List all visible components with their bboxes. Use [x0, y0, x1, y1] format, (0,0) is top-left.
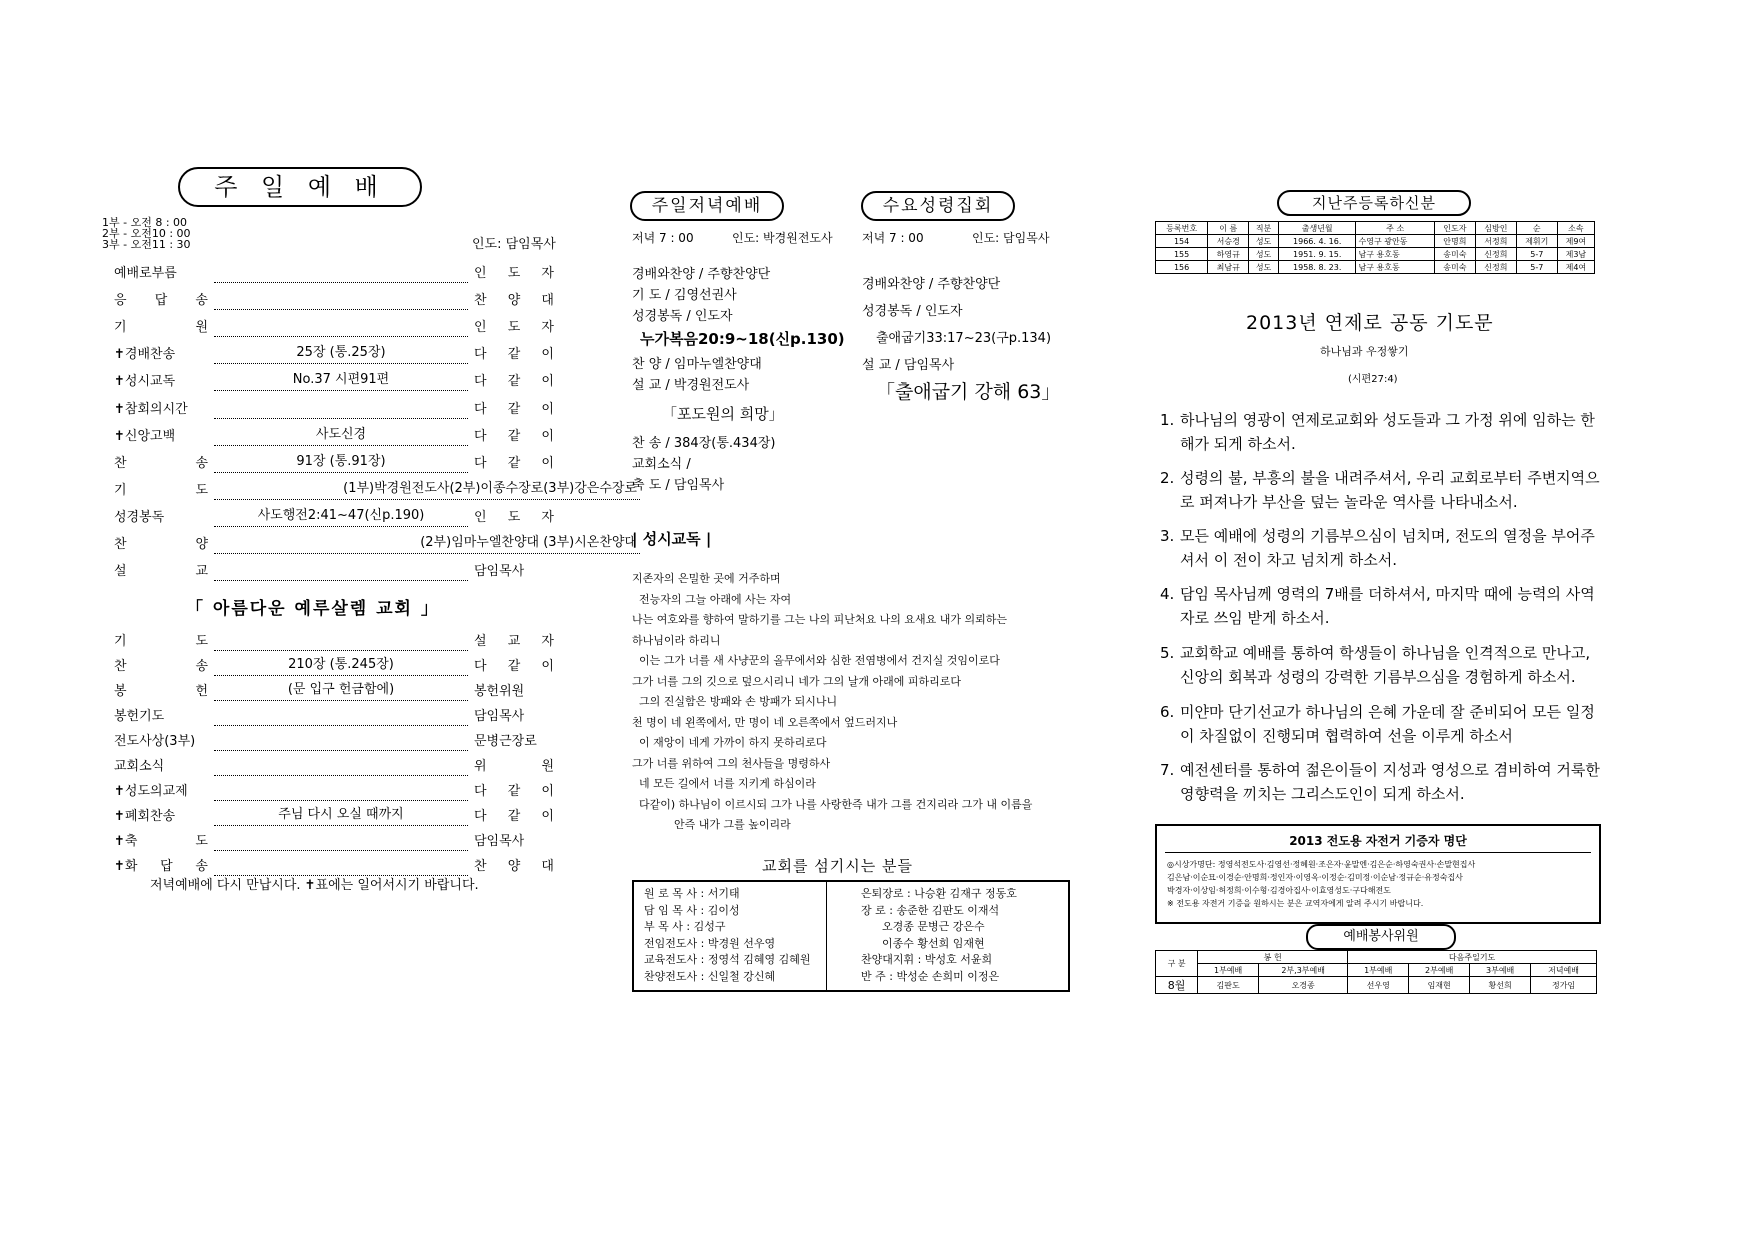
prayer-item: [1160, 700, 1604, 748]
order-item-label: ✝폐회찬송: [114, 809, 176, 824]
prayer-number: 1.: [1160, 411, 1175, 429]
order-item: [114, 655, 554, 675]
reading-line: 그가 너를 그의 깃으로 덮으시리니 네가 그의 날개 아래에 피하리로다: [632, 674, 961, 688]
order-item-leader-line: [214, 316, 468, 337]
order-item-leader-line: [214, 425, 468, 446]
order-item-label: 기 도: [114, 634, 208, 649]
reading-line: 지존자의 은밀한 곳에 거주하며: [632, 572, 781, 585]
evening-line: 기 도 / 김영선권사: [632, 288, 737, 303]
wednesday-sermon: 「출애굽기 강해 63」: [876, 381, 1061, 403]
order-item: [114, 755, 554, 775]
prayer-text: 예전센터를 통하여 젊은이들이 지성과 영성으로 겸비하여 거룩한 영향력을 끼치는 그리스도인이 되게 하소서.: [1180, 761, 1600, 803]
staff-entry: 부 목 사 : 김성구: [644, 920, 726, 933]
order-item-leader-line: [214, 705, 468, 726]
wednesday-scripture: 출애굽기33:17~23(구p.134): [876, 331, 1052, 346]
staff-entry: 반 주 : 박성순 손희미 이정은: [861, 969, 1000, 983]
order-item-label: 설 교: [114, 564, 208, 580]
prayer-number: 4.: [1160, 585, 1175, 603]
newcomers-cell: 156: [1156, 261, 1208, 274]
order-item: [114, 289, 554, 309]
reading-title: | 성시교독 |: [632, 530, 712, 548]
order-item-leader-line: [214, 398, 468, 419]
order-item-detail: (2부)임마누엘찬양대 (3부)시온찬양대: [417, 531, 640, 550]
order-item-detail: No.37 시편91편: [290, 368, 392, 387]
newcomers-cell: 신정희: [1475, 248, 1516, 261]
newcomers-cell: 성도: [1249, 235, 1279, 248]
order-item-leader-line: [214, 655, 468, 676]
newcomers-cell: 서정희: [1475, 235, 1516, 248]
order-item: [114, 830, 554, 850]
order-item: [114, 630, 554, 650]
prayer-text: 성령의 불, 부흥의 불을 내려주셔서, 우리 교회로부터 주변지역으로 퍼져나가 부산을 덮는 놀라운 역사를 나타내소서.: [1180, 469, 1600, 511]
newcomers-header: 순: [1516, 222, 1557, 235]
newcomers-header: 직분: [1249, 222, 1279, 235]
order-item-label: ✝축 도: [114, 834, 208, 849]
order-item-person: 다 같 이: [474, 784, 554, 799]
order-item: [114, 425, 554, 445]
order-item: [114, 780, 554, 800]
order-item-person: 다 같 이: [474, 659, 554, 674]
evening-line: 찬 송 / 384장(통.434장): [632, 436, 776, 451]
bike-donor-list: [1167, 858, 1475, 910]
newcomers-cell: 제3남: [1557, 248, 1594, 261]
order-item-person: 담임목사: [474, 834, 525, 849]
newcomers-cell: 성도: [1249, 248, 1279, 261]
order-item-label: ✝경배찬송: [114, 347, 176, 363]
prayer-item: [1160, 466, 1604, 514]
order-item-label: 찬 송: [114, 455, 208, 471]
order-item: [114, 370, 554, 390]
prayer-title: 2013년 연제로 공동 기도문: [1246, 312, 1494, 334]
wednesday-service-title: 수요성령집회: [861, 191, 1015, 221]
committee-cell: 임재현: [1409, 977, 1470, 994]
newcomers-header: 등록번호: [1156, 222, 1208, 235]
order-item: [114, 479, 637, 499]
prayer-number: 3.: [1160, 527, 1175, 545]
newcomers-cell: 신정희: [1475, 261, 1516, 274]
order-item-person: 찬 양 대: [474, 859, 554, 874]
newcomers-cell: 1951. 9. 15.: [1278, 248, 1356, 261]
bike-donor-line: 김은남·이순묘·이경순·안명희·정인자·이영옥·이정순·김미정·이순남·정규순·유정숙집사: [1167, 873, 1463, 882]
order-item-leader-line: [214, 370, 468, 391]
prayer-text: 담임 목사님께 영력의 7배를 더하셔서, 마지막 때에 능력의 사역자로 쓰임 받게 하소서.: [1180, 585, 1595, 627]
evening-sermon: 「포도원의 희망」: [662, 405, 784, 423]
staff-entry: 은퇴장로 : 나승환 김재구 정동호: [861, 887, 1017, 900]
order-item-person: 다 같 이: [474, 809, 554, 824]
order-item-label: 성경봉독: [114, 509, 165, 525]
prayer-subtitle: 하나님과 우정쌓기: [1320, 345, 1409, 358]
order-item-person: 인 도 자: [474, 266, 554, 281]
newcomers-cell: 남구 용호동: [1356, 261, 1434, 274]
bike-donor-line: ◎시상가명단: 정영석전도사·김영선·정혜원·조은자·윤말엔·김은순·하영숙권사·손말현집사: [1167, 860, 1476, 869]
order-item: [114, 680, 554, 700]
reading-line: 그가 너를 위하여 그의 천사들을 명령하사: [632, 756, 831, 770]
order-item-label: ✝참회의시간: [114, 401, 188, 417]
order-item-label: 기 도: [114, 482, 208, 498]
wednesday-leader: 인도: 담임목사: [972, 231, 1050, 245]
staff-entry: 장 로 : 송준한 김판도 이재석: [861, 903, 1000, 917]
order-item: [114, 262, 554, 282]
table-row: [1156, 261, 1595, 274]
order-item-leader-line: [214, 780, 468, 801]
newcomers-header: 주 소: [1356, 222, 1434, 235]
evening-service-title: 주일저녁예배: [630, 191, 784, 221]
order-item-leader-line: [214, 533, 640, 554]
service-footer: 저녁예배에 다시 만납시다. ✝표에는 일어서시기 바랍니다.: [150, 878, 479, 893]
newcomers-cell: 안명희: [1434, 235, 1475, 248]
order-item-detail: 25장 (통.25장): [293, 341, 388, 360]
newcomers-cell: 5-7: [1516, 248, 1557, 261]
prayer-text: 하나님의 영광이 연제로교회와 성도들과 그 가정 위에 임하는 한 해가 되게 하소서.: [1180, 411, 1595, 453]
order-item-leader-line: [214, 855, 468, 876]
committee-cell: 오경종: [1259, 977, 1348, 994]
staff-entry: 원 로 목 사 : 서기태: [644, 887, 740, 900]
order-item: [114, 805, 554, 825]
order-item-person: 봉헌위원: [474, 684, 525, 699]
order-item-leader-line: [214, 560, 468, 581]
prayer-text: 모든 예배에 성령의 기름부으심이 넘치며, 전도의 열정을 부어주셔서 이 전이 차고 넘치게 하소서.: [1180, 527, 1595, 569]
order-item-leader-line: [214, 343, 468, 364]
prayer-item: [1160, 641, 1604, 689]
service-time: 2부 - 오전10 : 00: [102, 227, 191, 240]
order-item: [114, 560, 554, 580]
order-item-detail: 사도신경: [313, 423, 369, 442]
reading-line: 나는 여호와를 향하여 말하기를 그는 나의 피난처요 나의 요새요 내가 의뢰하는: [632, 613, 1007, 626]
order-item-detail: 91장 (통.91장): [293, 450, 388, 469]
order-item: [114, 316, 554, 336]
order-item-detail: 210장 (통.245장): [285, 653, 397, 672]
prayer-item: [1160, 758, 1604, 806]
newcomers-cell: 최남규: [1208, 261, 1249, 274]
newcomers-cell: 수영구 광안동: [1356, 235, 1434, 248]
newcomers-header: 심방인: [1475, 222, 1516, 235]
order-item-label: 봉 헌: [114, 684, 208, 699]
staff-box: [632, 880, 1070, 992]
newcomers-cell: 155: [1156, 248, 1208, 261]
service-leader: 인도: 담임목사: [472, 237, 556, 252]
order-item-person: 설 교 자: [474, 634, 554, 649]
evening-leader: 인도: 박경원전도사: [732, 231, 833, 245]
order-item-leader-line: [214, 805, 468, 826]
staff-entry: 찬양대지휘 : 박성호 서윤희: [861, 953, 993, 966]
wednesday-line: 설 교 / 담임목사: [862, 358, 955, 373]
order-item-leader-line: [214, 680, 468, 701]
newcomers-cell: 제휘기: [1516, 235, 1557, 248]
staff-title: 교회를 섬기시는 분들: [762, 857, 913, 875]
order-item-detail: 주님 다시 오실 때까지: [275, 803, 406, 822]
order-item: [114, 343, 554, 363]
order-item-person: 위 원: [474, 759, 554, 774]
order-item-leader-line: [214, 730, 468, 751]
order-item: [114, 730, 554, 750]
order-item-leader-line: [214, 262, 468, 283]
order-item-detail: (문 입구 헌금함에): [285, 678, 397, 697]
newcomers-cell: 서승경: [1208, 235, 1249, 248]
committee-cell: 선우영: [1348, 977, 1409, 994]
order-item: [114, 506, 554, 526]
prayer-number: 2.: [1160, 469, 1175, 487]
order-item: [114, 452, 554, 472]
order-item-label: 예배로부름: [114, 266, 177, 281]
committee-cell: 김판도: [1198, 977, 1259, 994]
order-item-label: 전도사상(3부): [114, 734, 196, 749]
wednesday-order: [862, 271, 1060, 406]
staff-list-right: [861, 886, 1017, 985]
staff-entry: 이종수 황선희 임재현: [861, 936, 985, 950]
service-times: [102, 217, 191, 250]
staff-entry: 오경종 문병근 강은수: [861, 920, 985, 933]
order-item-person: 문병근장로: [474, 734, 537, 749]
committee-header: 구 분: [1156, 951, 1198, 977]
newcomers-table: [1155, 221, 1595, 274]
reading-line: 이 재앙이 네게 가까이 하지 못하리로다: [632, 736, 827, 749]
staff-entry: 전임전도사 : 박경원 선우영: [644, 936, 776, 950]
reading-line: 안즉 내가 그를 높이리라: [632, 818, 791, 831]
committee-subheader: 2부예배: [1409, 964, 1470, 977]
reading-line: 천 명이 네 왼쪽에서, 만 명이 네 오른쪽에서 엎드러지나: [632, 715, 898, 729]
order-item-person: 다 같 이: [474, 374, 554, 390]
order-item-leader-line: [214, 506, 468, 527]
service-time: 3부 - 오전11 : 30: [102, 238, 191, 251]
evening-line: 설 교 / 박경원전도사: [632, 378, 750, 393]
reading-line: 하나님이라 하리니: [632, 633, 721, 647]
newcomers-header: 출생년월: [1278, 222, 1356, 235]
newcomers-cell: 1966. 4. 16.: [1278, 235, 1356, 248]
order-item-leader-line: [214, 755, 468, 776]
order-item: [114, 533, 637, 553]
bike-donor-note: ※ 전도용 자전거 기증을 원하시는 분은 교역자에게 알려 주시기 바랍니다.: [1167, 899, 1424, 908]
order-item-detail: (1부)박경원전도사(2부)이종수장로(3부)강은수장로: [340, 477, 640, 496]
reading-line: 그의 진실함은 방패와 손 방패가 되시나니: [632, 695, 838, 708]
reading-line: 전능자의 그늘 아래에 사는 자여: [632, 592, 792, 606]
committee-subheader: 저녁예배: [1531, 964, 1597, 977]
bike-donor-title: 2013 전도용 자전거 기증자 명단: [1289, 834, 1467, 848]
committee-header: 봉 헌: [1198, 951, 1348, 964]
newcomers-header: 소속: [1557, 222, 1594, 235]
newcomers-cell: 하영규: [1208, 248, 1249, 261]
evening-scripture: 누가복음20:9~18(신p.130): [640, 330, 845, 348]
newcomers-title: 지난주등록하신분: [1277, 190, 1471, 216]
newcomers-cell: 송미숙: [1434, 261, 1475, 274]
order-item-detail: 사도행전2:41~47(신p.190): [255, 504, 428, 523]
service-committee-title: 예배봉사위원: [1306, 924, 1456, 950]
reading-line: 네 모든 길에서 너를 지키게 하심이라: [632, 777, 816, 790]
evening-time: 저녁 7 : 00: [632, 231, 694, 245]
service-time: 1부 - 오전 8 : 00: [102, 216, 188, 229]
bike-donor-line: 박경자·이상임·허정희·이수형·김경아집사·이효영성도·구다해전도: [1167, 886, 1391, 895]
newcomers-cell: 남구 용호동: [1356, 248, 1434, 261]
order-item: [114, 855, 554, 875]
bike-donor-box: [1155, 824, 1601, 924]
evening-line: 교회소식 /: [632, 457, 691, 472]
committee-cell: 정가임: [1531, 977, 1597, 994]
committee-subheader: 3부예배: [1470, 964, 1531, 977]
staff-entry: 찬양전도사 : 신일철 강신혜: [644, 969, 776, 983]
evening-line: 축 도 / 담임목사: [632, 478, 725, 493]
reading-line: 이는 그가 너를 새 사냥꾼의 올무에서와 심한 전염병에서 건지실 것임이로다: [632, 654, 1000, 667]
staff-entry: 담 임 목 사 : 김이성: [644, 903, 740, 917]
evening-line: 성경봉독 / 인도자: [632, 309, 733, 324]
newcomers-cell: 성도: [1249, 261, 1279, 274]
staff-entry: 교육전도사 : 정영석 김혜영 김혜원: [644, 953, 811, 966]
order-item-leader-line: [214, 630, 468, 651]
wednesday-time: 저녁 7 : 00: [862, 231, 924, 245]
evening-line: 찬 양 / 임마누엘찬양대: [632, 357, 762, 372]
order-item-label: 응 답 송: [114, 293, 208, 309]
order-item-label: ✝신앙고백: [114, 428, 176, 444]
newcomers-cell: 154: [1156, 235, 1208, 248]
order-item-person: 다 같 이: [474, 428, 554, 444]
committee-subheader: 2부,3부예배: [1259, 964, 1348, 977]
wednesday-line: 성경봉독 / 인도자: [862, 304, 963, 319]
order-item-person: 다 같 이: [474, 455, 554, 471]
prayer-text: 미얀마 단기선교가 하나님의 은혜 가운데 잘 준비되어 모든 일정이 차질없이 진행되며 협력하여 선을 이루게 하소서: [1180, 703, 1595, 745]
service-committee-table: [1155, 950, 1597, 994]
sermon-title: 「 아름다운 예루살렘 교회 」: [186, 599, 440, 619]
order-item-person: 다 같 이: [474, 347, 554, 363]
newcomers-cell: 5-7: [1516, 261, 1557, 274]
newcomers-cell: 제4여: [1557, 261, 1594, 274]
committee-subheader: 1부예배: [1348, 964, 1409, 977]
sunday-service-title: 주 일 예 배: [178, 167, 422, 207]
responsive-reading: [632, 569, 1032, 836]
staff-list-left: [644, 886, 810, 985]
order-item: [114, 398, 554, 418]
order-item-leader-line: [214, 479, 640, 500]
order-item-label: 봉헌기도: [114, 709, 165, 724]
prayer-item: [1160, 582, 1604, 630]
order-item-label: ✝화 답 송: [114, 859, 208, 874]
prayer-text: 교회학교 예배를 통하여 학생들이 하나님을 인격적으로 만나고, 신앙의 회복과 성령의 강력한 기름부으심을 경험하게 하소서.: [1180, 644, 1591, 686]
newcomers-cell: 제9여: [1557, 235, 1594, 248]
order-item: [114, 705, 554, 725]
order-item-label: 찬 양: [114, 537, 208, 552]
newcomers-cell: 송미숙: [1434, 248, 1475, 261]
order-item-person: 담임목사: [474, 709, 525, 724]
order-item-leader-line: [214, 289, 468, 310]
order-item-person: 인 도 자: [474, 320, 554, 336]
newcomers-header: 인도자: [1434, 222, 1475, 235]
evening-line: 경배와찬양 / 주향찬양단: [632, 267, 771, 282]
order-item-person: 담임목사: [474, 564, 525, 580]
table-row: [1156, 235, 1595, 248]
prayer-number: 5.: [1160, 644, 1175, 662]
evening-order: [632, 264, 845, 496]
prayer-number: 7.: [1160, 761, 1175, 779]
wednesday-line: 경배와찬양 / 주향찬양단: [862, 277, 1001, 292]
committee-cell: 8월: [1156, 977, 1198, 994]
committee-subheader: 1부예배: [1198, 964, 1259, 977]
prayer-reference: (시편27:4): [1348, 374, 1398, 385]
newcomers-cell: 1958. 8. 23.: [1278, 261, 1356, 274]
prayer-item: [1160, 408, 1604, 456]
newcomers-header: 이 름: [1208, 222, 1249, 235]
order-item-person: 찬 양 대: [474, 293, 554, 309]
order-item-leader-line: [214, 830, 468, 851]
committee-cell: 황선희: [1470, 977, 1531, 994]
prayer-number: 6.: [1160, 703, 1175, 721]
committee-header: 다음주일기도: [1348, 951, 1597, 964]
table-row: [1156, 248, 1595, 261]
order-item-label: 찬 송: [114, 659, 208, 674]
order-item-person: 인 도 자: [474, 509, 554, 525]
order-item-label: ✝성도의교제: [114, 784, 188, 799]
order-item-leader-line: [214, 452, 468, 473]
prayer-item: [1160, 524, 1604, 572]
order-item-label: ✝성시교독: [114, 374, 176, 390]
reading-line: 다같이) 하나님이 이르시되 그가 나를 사랑한즉 내가 그를 건지리라 그가 내 이름을: [632, 797, 1033, 811]
order-item-label: 기 원: [114, 320, 208, 336]
order-item-label: 교회소식: [114, 759, 165, 774]
order-item-person: 다 같 이: [474, 401, 554, 417]
